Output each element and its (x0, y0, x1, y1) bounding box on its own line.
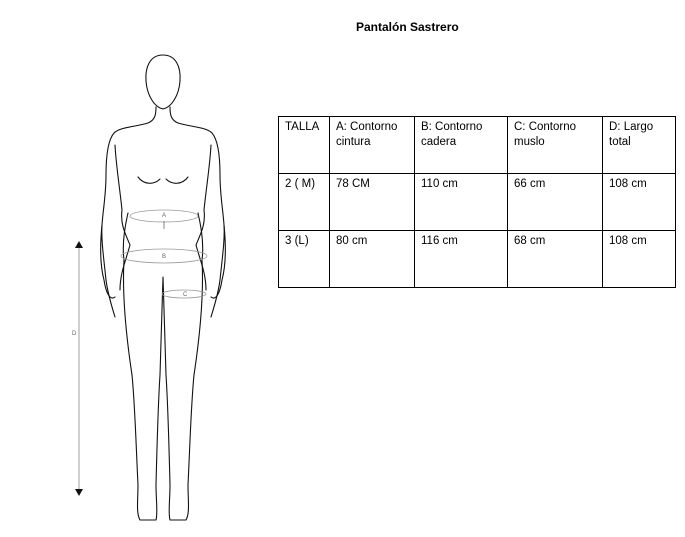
size-table (278, 116, 676, 288)
label-b: B (162, 254, 167, 260)
header-cell: A: Contorno cintura (330, 117, 415, 174)
label-a: A (162, 213, 167, 219)
table-cell: 66 cm (508, 174, 603, 231)
table-row (279, 174, 676, 231)
table-cell: 108 cm (603, 231, 676, 288)
bust-outline (138, 177, 188, 183)
header-cell: C: Contorno muslo (508, 117, 603, 174)
page-title: Pantalón Sastrero (356, 20, 459, 34)
table-cell: 78 CM (330, 174, 415, 231)
length-arrow-bottom-icon (75, 489, 83, 496)
legs-outline (123, 260, 202, 520)
table-cell: 108 cm (603, 174, 676, 231)
head-outline (146, 55, 180, 109)
body-measurement-figure (60, 45, 240, 530)
label-c: C (183, 292, 188, 298)
table-cell: 68 cm (508, 231, 603, 288)
label-d: D (72, 331, 77, 337)
table-cell: 110 cm (415, 174, 508, 231)
table-row (279, 231, 676, 288)
length-arrow-top-icon (75, 241, 83, 248)
header-cell: D: Largo total (603, 117, 676, 174)
table-cell: 116 cm (415, 231, 508, 288)
table-cell: 80 cm (330, 231, 415, 288)
table-cell: 3 (L) (279, 231, 330, 288)
table-cell: 2 ( M) (279, 174, 330, 231)
table-header-row (279, 117, 676, 174)
header-cell: B: Contorno cadera (415, 117, 508, 174)
header-cell: TALLA (279, 117, 330, 174)
